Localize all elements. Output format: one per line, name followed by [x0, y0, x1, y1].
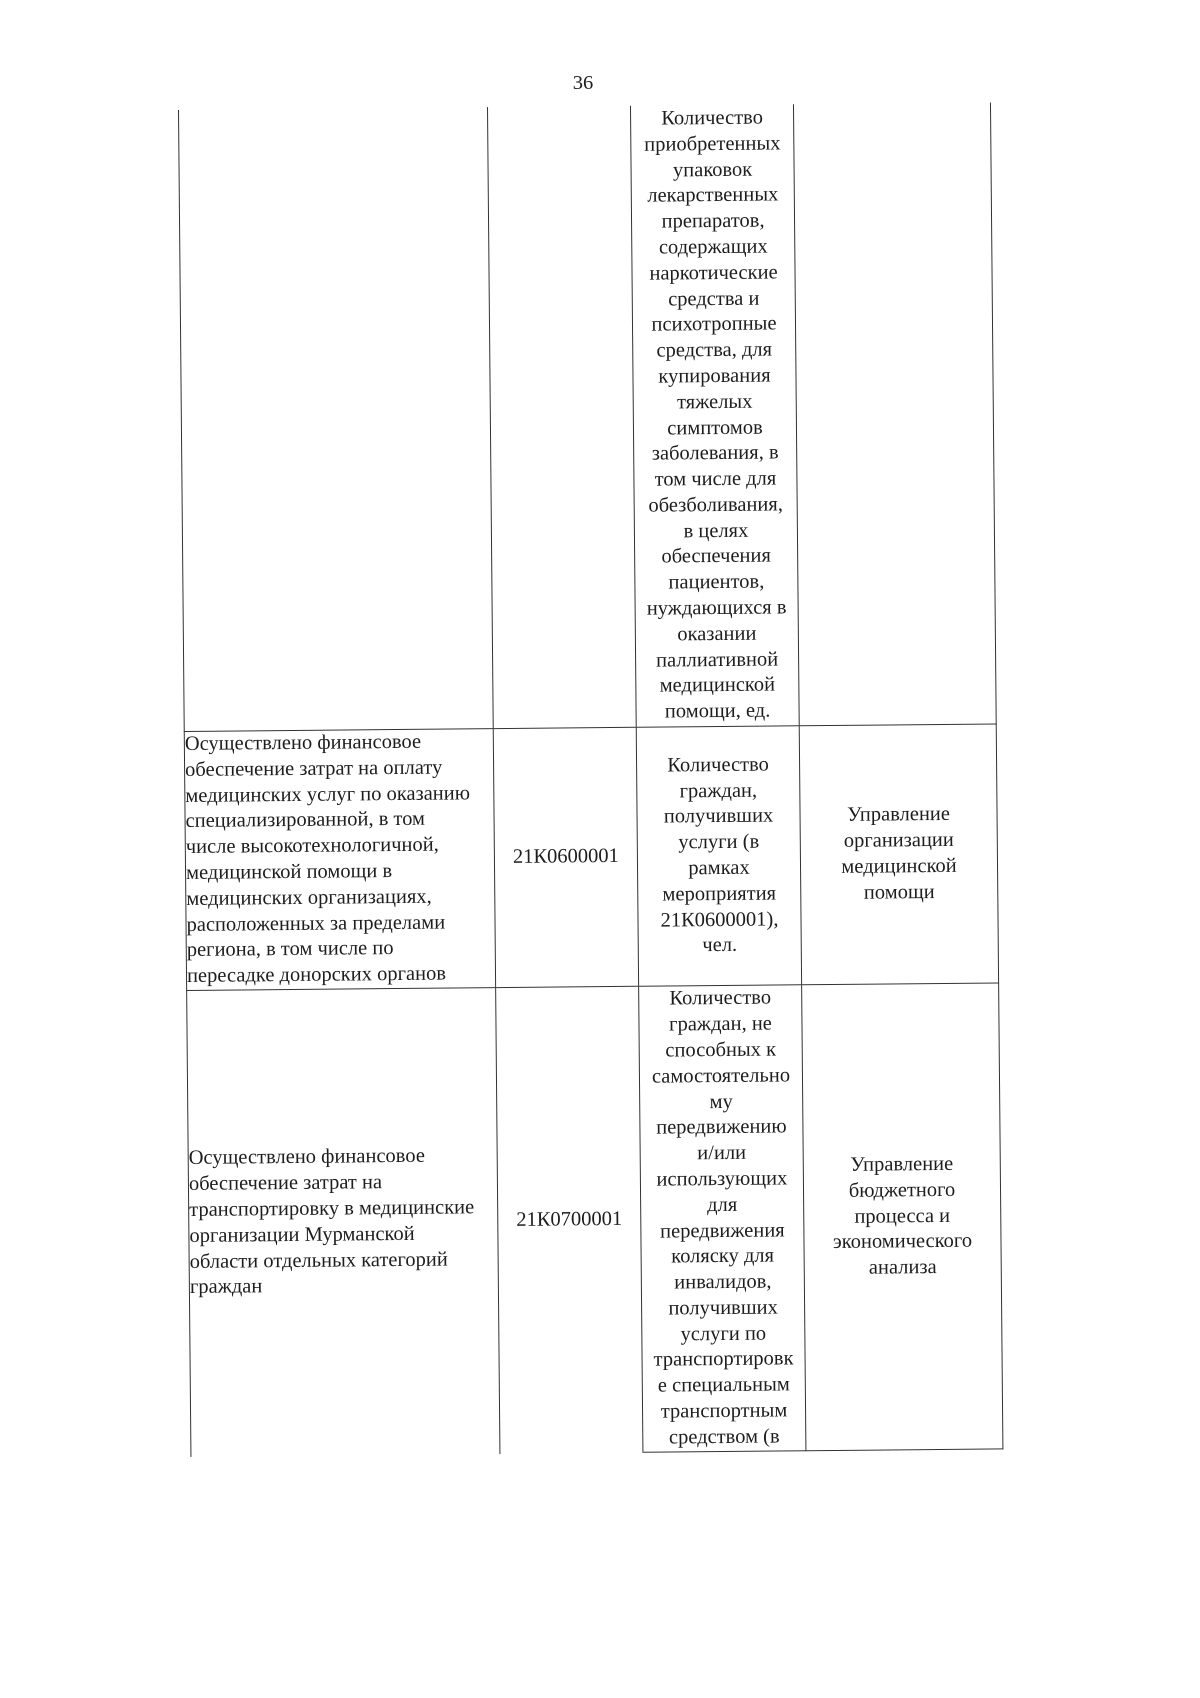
cell-result	[178, 107, 493, 731]
table-row	[178, 102, 996, 731]
cell-responsible	[793, 102, 996, 725]
document-sheet	[178, 102, 1003, 1456]
cell-code	[487, 106, 636, 729]
cell-result: Осуществлено финансовое обеспечение затрат на транспортировку в медицинские организации Мурманской области отдельных категорий граждан	[187, 988, 500, 1457]
cell-responsible: Управление организации медицинской помощи	[799, 724, 998, 985]
cell-indicator: Количество приобретенных упаковок лекарственных препаратов, содержащих наркотические средства и психотропные средства, для купирования тяжелых симптомов заболевания, в том числе для обезболивания, в целях обеспечения пациентов, нуждающихся в оказании паллиативной медицинской помощи, ед.	[630, 104, 799, 727]
cell-result: Осуществлено финансовое обеспечение затрат на оплату медицинских услуг по оказанию специализированной, в том числе высокотехнологичной, медицинской помощи в медицинских организациях, расположенных за пределами региона, в том числе по пересадке донорских органов	[184, 729, 495, 991]
cell-code: 21К0700001	[496, 986, 643, 1453]
cell-indicator: Количество граждан, получивших услуги (в рамках мероприятия 21К0600001), чел.	[636, 726, 801, 986]
cell-code: 21К0600001	[493, 727, 638, 987]
cell-responsible: Управление бюджетного процесса и экономического анализа	[802, 983, 1003, 1451]
page-number: 36	[572, 72, 594, 94]
table	[178, 102, 1003, 1456]
cell-indicator: Количество граждан, не способных к самостоятельно му передвижению и/или использующих для передвижения коляску для инвалидов, получивших услуги по транспортировк е специальным транспортным средством (в	[639, 985, 806, 1452]
table-row	[187, 983, 1003, 1456]
table-row	[184, 724, 998, 991]
